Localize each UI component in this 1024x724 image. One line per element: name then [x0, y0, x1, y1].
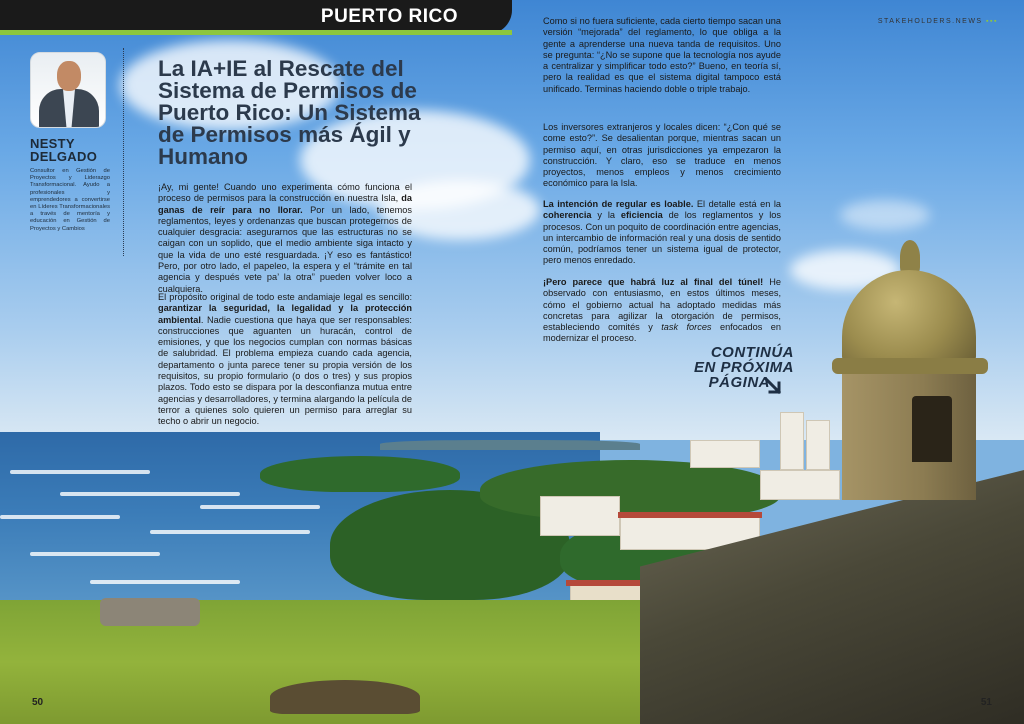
author-bio: Consultor en Gestión de Proyectos y Liderazgo Transformacional. Ayudo a profesionales y emprendedores a convertirse en Líderes Transformacionales a través de mentoría y educación en Gestión de Proyectos y Cambios: [30, 168, 110, 232]
cloud: [840, 200, 930, 230]
section-title: PUERTO RICO: [320, 6, 458, 27]
article-paragraph-5: [543, 199, 781, 267]
wave: [60, 492, 240, 496]
p5-emphasis: La intención de regular es loable.: [543, 199, 694, 209]
article-paragraph-1: [158, 182, 412, 295]
building: [540, 496, 620, 536]
author-divider: [123, 48, 124, 256]
garita-dome: [842, 270, 976, 362]
header-bar: [0, 0, 512, 34]
wave: [10, 470, 150, 474]
p5-text: El detalle está en la: [693, 199, 781, 209]
p2-text-end: . Nadie cuestiona que haya que ser responsables: construcciones que aguanten un huracán, control de emisiones, y que los negocios cumplan con normas básicas de salubridad. El problema empieza cuando cada agencia, departamento o junta parece tener su propia versión de los requisitos, su propio formulario (o dos o tres) y sus propios plazos. Todo esto se dispara por la desconfianza mutua entre agencias y desarrolladores, y termina alargando la película de terror a quienes solo quieren un permiso para arreglar su techo o abrir un negocio.: [158, 314, 412, 427]
continue-line-1: CONTINÚA: [710, 344, 794, 361]
p1-text: ¡Ay, mi gente! Cuando uno experimenta cómo funciona el proceso de permisos para la construcción en nuestra Isla,: [158, 182, 412, 204]
p5-eficiencia: eficiencia: [620, 210, 663, 221]
distant-land: [380, 440, 640, 450]
tree-line: [260, 456, 460, 492]
publication-name: [878, 18, 998, 25]
p1-text-end: Por un lado, tenemos reglamentos, leyes y ordenanzas que buscan protegernos de cualquier desgracia: asegurarnos que las estructuras no se caigan con un soplido, que el medio ambiente siga intacto y que la vida de uno esté resguardada. ¡Y eso es fantástico! Pero, por otro lado, el papeleo, la espera y el “trámite en tal agencia y después vete pa’ la otra” pueden volver loco a cualquiera.: [158, 204, 412, 294]
header-accent-line: [0, 30, 512, 35]
arrow-down-right-icon: [764, 377, 782, 395]
mound: [270, 680, 420, 714]
publication-label: STAKEHOLDERS.NEWS: [877, 18, 983, 25]
page-number-right: 51: [980, 697, 992, 708]
author-first-name: NESTY: [30, 136, 75, 151]
garita-finial: [900, 240, 920, 274]
building: [780, 412, 804, 470]
p6-text: He observado con entusiasmo, en estos últimos meses, cómo el gobierno actual ha adoptado medidas más concretas para agilizar la otorgación de permisos, estableciendo comités y: [543, 277, 781, 333]
ruins: [100, 598, 200, 626]
continue-line-2: EN PRÓXIMA: [693, 359, 794, 376]
roof: [618, 512, 762, 518]
p5-text: y la: [591, 210, 621, 221]
wave: [90, 580, 240, 584]
wave: [150, 530, 310, 534]
p6-emphasis: ¡Pero parece que habrá luz al final del túnel!: [543, 277, 764, 287]
p6-text-end: enfocados en modernizar el proceso.: [543, 322, 781, 344]
page-number-left: 50: [32, 697, 44, 708]
p2-emphasis: garantizar la seguridad, la legalidad y la protección ambiental: [158, 303, 412, 325]
author-last-name: DELGADO: [30, 149, 98, 164]
wave: [30, 552, 160, 556]
author-avatar: [30, 52, 106, 128]
author-name: [30, 137, 97, 163]
wave: [0, 515, 120, 519]
continue-line-3: PÁGINA: [708, 374, 770, 391]
article-title: La IA+IE al Rescate del Sistema de Permisos de Puerto Rico: Un Sistema de Permisos más Ágil y Humano: [158, 56, 421, 169]
tree-line: [480, 460, 780, 520]
garita-rim: [832, 358, 988, 374]
garita-sentry-box: [828, 240, 990, 500]
wave: [200, 505, 320, 509]
p2-text: El propósito original de todo este andamiaje legal es sencillo:: [158, 292, 412, 302]
p1-emphasis: da ganas de reír para no llorar.: [158, 193, 412, 215]
building: [806, 420, 830, 470]
article-paragraph-2: [158, 292, 412, 428]
p6-italic: task forces: [661, 322, 712, 333]
garita-body: [842, 374, 976, 500]
author-head: [57, 61, 81, 91]
p5-coherencia: coherencia: [543, 210, 592, 221]
article-paragraph-3: Como si no fuera suficiente, cada cierto tiempo sacan una versión “mejorada” del reglamento, lo que obliga a la gente a aprenderse una nueva tanda de requisitos. Uno se pregunta: “¿No se supone que la tecnología nos ayude a centralizar y simplificar todo esto?” Bueno, en teoría sí, pero la realidad es que el sistema digital tampoco está unificado. Terminas haciendo doble o triple trabajo.: [543, 16, 781, 94]
garita-window: [912, 396, 952, 462]
article-paragraph-6: [543, 277, 781, 345]
building: [690, 440, 760, 468]
p5-text-end: de los reglamentos y los procesos. Con un poquito de coordinación entre agencias, un intercambio de información real y una dosis de sentido común, podríamos tener un sistema igual de protector, pero menos enredado.: [543, 210, 782, 266]
article-paragraph-4: Los inversores extranjeros y locales dicen: “¿Con qué se come esto?”. Se desalientan porque, mientras sacan un permiso aquí, en otras jurisdicciones ya empezaron la construcción. Y claro, eso se traduce en menos proyectos, menos empleos y menos crecimiento económico para la Isla.: [543, 122, 781, 189]
publication-logo-mark: ▪▪▪: [986, 18, 998, 25]
